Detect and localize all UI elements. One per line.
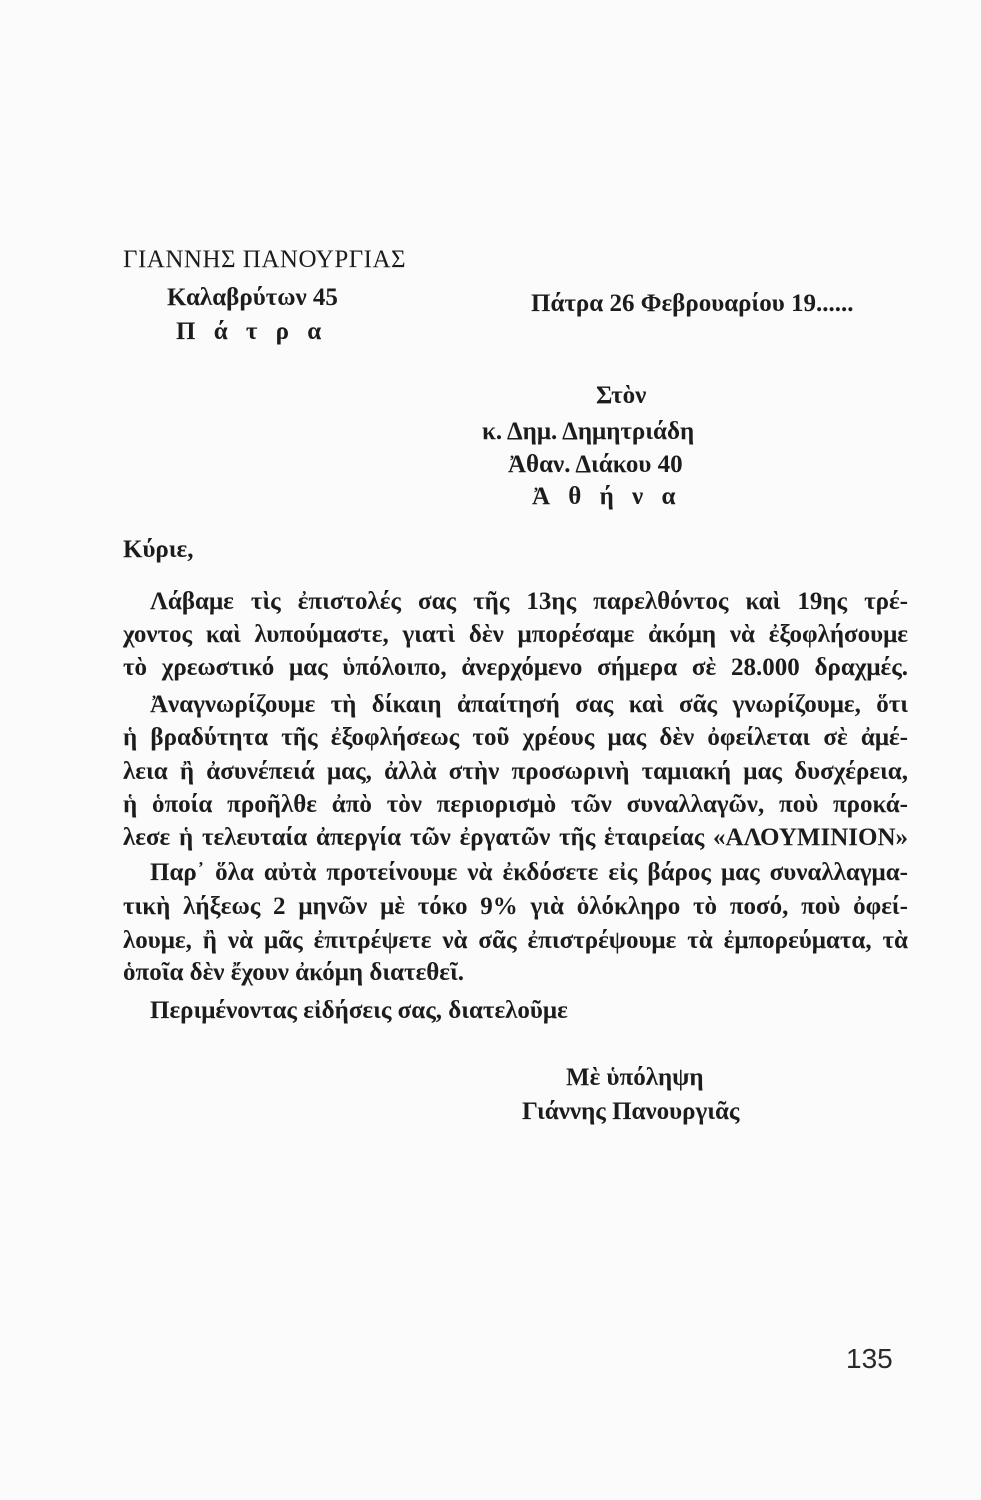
body-line: Λάβαμε τὶς ἐπιστολές σας τῆς 13ης παρελθόντος καὶ 19ης τρέ- [150,588,908,615]
recipient-name: κ. Δημ. Δημητριάδη [482,418,695,445]
sender-name: ΓΙΑΝΝΗΣ ΠΑΝΟΥΡΓΙΑΣ [123,246,407,273]
sender-city: Π ά τ ρ α [176,318,328,345]
date-line: Πάτρα 26 Φεβρουαρίου 19...... [531,290,854,317]
closing-phrase: Μὲ ὑπόληψη [566,1064,704,1091]
sender-street: Καλαβρύτων 45 [167,284,338,311]
body-line: Ἀναγνωρίζουμε τὴ δίκαιη ἀπαίτησή σας καὶ σᾶς γνωρίζουμε, ὅτι [150,691,908,718]
body-line: Παρ᾿ ὅλα αὐτὰ προτείνουμε νὰ ἐκδόσετε εἰς βάρος μας συναλλαγμα- [150,859,908,886]
body-line: τὸ χρεωστικό μας ὑπόλοιπο, ἀνερχόμενο σήμερα σὲ 28.000 δραχμές. [123,654,908,681]
body-line: χοντος καὶ λυπούμαστε, γιατὶ δὲν μπορέσαμε ἀκόμη νὰ ἐξοφλήσουμε [123,621,908,648]
body-line: ἡ βραδύτητα τῆς ἐξοφλήσεως τοῦ χρέους μας δὲν ὀφείλεται σὲ ἀμέ- [123,724,908,751]
body-line: τικὴ λήξεως 2 μηνῶν μὲ τόκο 9% γιὰ ὁλόκληρο τὸ ποσό, ποὺ ὀφεί- [123,893,908,920]
body-line: ὁποῖα δὲν ἔχουν ἀκόμη διατεθεῖ. [123,959,464,986]
recipient-city: Ἀ θ ή ν α [532,483,682,510]
body-line: Περιμένοντας εἰδήσεις σας, διατελοῦμε [150,997,568,1024]
salutation: Κύριε, [123,536,194,563]
page-number: 135 [846,1343,893,1374]
recipient-to: Στὸν [596,382,647,409]
body-line: λεσε ἡ τελευταία ἀπεργία τῶν ἐργατῶν τῆς ἑταιρείας «ΑΛΟΥΜΙΝΙΟΝ» [123,824,908,851]
signature: Γιάννης Πανουργιᾶς [522,1098,740,1125]
body-line: ἡ ὁποία προῆλθε ἀπὸ τὸν περιορισμὸ τῶν συναλλαγῶν, ποὺ προκά- [123,791,908,818]
body-line: λουμε, ἢ νὰ μᾶς ἐπιτρέψετε νὰ σᾶς ἐπιστρέψουμε τὰ ἐμπορεύματα, τὰ [123,927,908,954]
recipient-street: Ἀθαν. Διάκου 40 [508,451,683,478]
body-line: λεια ἢ ἀσυνέπειά μας, ἀλλὰ στὴν προσωρινὴ ταμιακή μας δυσχέρεια, [123,758,908,785]
